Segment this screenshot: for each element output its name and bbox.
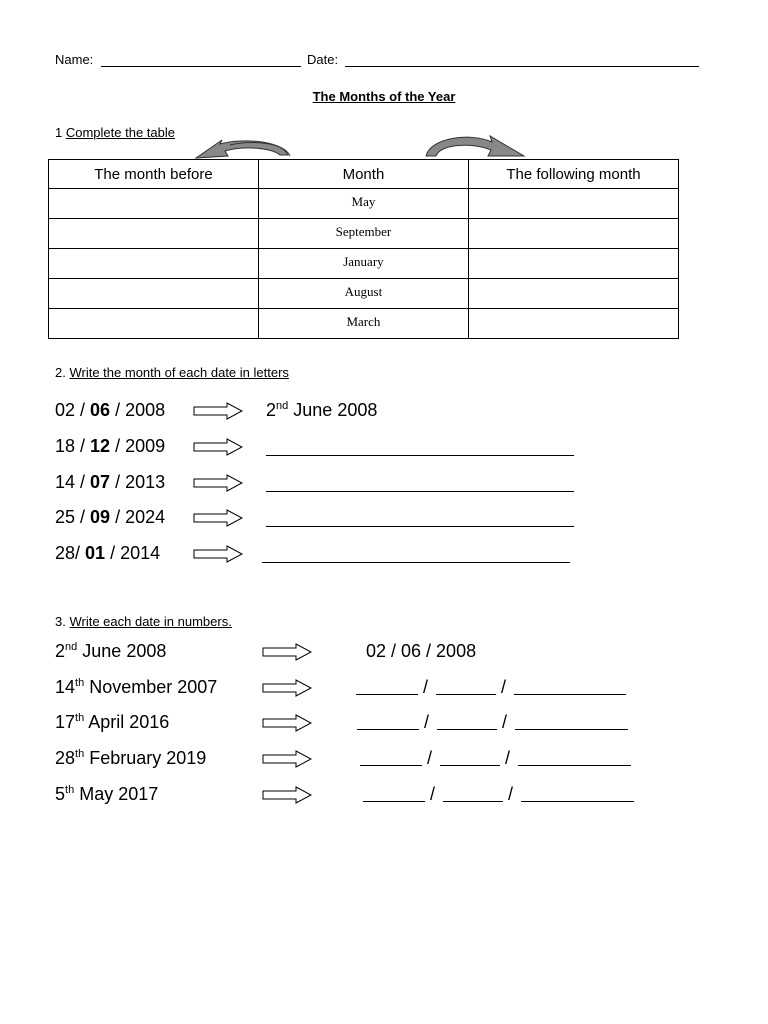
right-arrow-icon	[262, 643, 312, 661]
list-item	[55, 784, 158, 805]
following-month-cell[interactable]	[468, 249, 678, 279]
list-item	[55, 641, 166, 662]
year: 2013	[125, 472, 166, 492]
page-title-text: The Months of the Year	[312, 89, 456, 104]
answer-line[interactable]	[266, 512, 574, 527]
table-row	[49, 249, 679, 279]
table-row	[49, 279, 679, 309]
example-answer: 02 / 06 / 2008	[366, 641, 477, 661]
day: 14	[55, 472, 76, 492]
section3-heading-text: Write each date in numbers.	[69, 614, 232, 629]
year: 2014	[120, 543, 161, 563]
year-answer-line[interactable]	[515, 715, 628, 730]
table-header-row	[49, 160, 679, 189]
right-arrow-icon	[193, 438, 243, 456]
name-field-line[interactable]	[101, 52, 301, 67]
day: 28	[55, 748, 76, 768]
day-suffix: th	[75, 712, 85, 724]
day: 5	[55, 784, 66, 804]
following-month-cell[interactable]	[468, 309, 678, 339]
day: 25	[55, 507, 76, 527]
month-cell: March	[258, 309, 468, 339]
curved-arrow-right-icon	[420, 130, 530, 162]
separator-slash: /	[505, 748, 511, 768]
month-year: February 2019	[89, 748, 207, 768]
month-year: June 2008	[82, 641, 167, 661]
section2-heading	[55, 365, 289, 380]
example-answer	[266, 400, 377, 421]
day-answer-line[interactable]	[360, 751, 422, 766]
year-answer-line[interactable]	[514, 680, 626, 695]
month-before-cell[interactable]	[49, 249, 259, 279]
month-before-cell[interactable]	[49, 219, 259, 249]
month-number: 07	[90, 472, 111, 492]
right-arrow-icon	[193, 545, 243, 563]
section1-number: 1	[55, 125, 63, 140]
month-cell: January	[258, 249, 468, 279]
section3-heading	[55, 614, 232, 629]
month-answer-line[interactable]	[436, 680, 496, 695]
right-arrow-icon	[262, 750, 312, 768]
date-label: Date:	[307, 52, 339, 67]
right-arrow-icon	[193, 509, 243, 527]
header-month-before: The month before	[49, 160, 259, 189]
section1-heading-text: Complete the table	[65, 125, 175, 140]
month-before-cell[interactable]	[49, 279, 259, 309]
year: 2008	[125, 400, 166, 420]
separator-slash: /	[427, 748, 433, 768]
following-month-cell[interactable]	[468, 219, 678, 249]
month-year: May 2017	[79, 784, 159, 804]
section2-heading-text: Write the month of each date in letters	[69, 365, 289, 380]
right-arrow-icon	[193, 474, 243, 492]
year-answer-line[interactable]	[521, 787, 634, 802]
section2-number: 2.	[55, 365, 66, 380]
list-item	[55, 677, 217, 698]
separator-slash: /	[423, 677, 429, 697]
separator-slash: /	[501, 677, 507, 697]
day: 17	[55, 712, 76, 732]
day: 14	[55, 677, 76, 697]
section1-heading	[55, 125, 175, 140]
list-item	[55, 748, 206, 769]
date-field-line[interactable]	[345, 52, 699, 67]
year-answer-line[interactable]	[518, 751, 631, 766]
day-suffix: th	[75, 748, 85, 760]
answer-suffix: nd	[276, 400, 289, 412]
right-arrow-icon	[193, 402, 243, 420]
month-number: 06	[90, 400, 111, 420]
day-suffix: th	[65, 784, 75, 796]
section3-number: 3.	[55, 614, 66, 629]
separator-slash: /	[424, 712, 430, 732]
separator-slash: /	[430, 784, 436, 804]
table-row	[49, 309, 679, 339]
header-row	[55, 52, 705, 70]
answer-line[interactable]	[262, 548, 570, 563]
day: 02	[55, 400, 76, 420]
month-answer-line[interactable]	[440, 751, 500, 766]
list-item: 14 / 07 / 2013	[55, 472, 166, 492]
name-label: Name:	[55, 52, 94, 67]
year: 2009	[125, 436, 166, 456]
month-year: April 2016	[88, 712, 170, 732]
day-suffix: nd	[65, 641, 78, 653]
day: 2	[55, 641, 66, 661]
month-cell: May	[258, 189, 468, 219]
header-month: Month	[258, 160, 468, 189]
following-month-cell[interactable]	[468, 189, 678, 219]
following-month-cell[interactable]	[468, 279, 678, 309]
month-cell: September	[258, 219, 468, 249]
answer-rest: June 2008	[293, 400, 378, 420]
table-row	[49, 189, 679, 219]
separator-slash: /	[508, 784, 514, 804]
list-item	[55, 712, 169, 733]
month-number: 09	[90, 507, 111, 527]
list-item: 18 / 12 / 2009	[55, 436, 166, 456]
right-arrow-icon	[262, 679, 312, 697]
list-item: 02 / 06 / 2008	[55, 400, 166, 420]
header-following-month: The following month	[468, 160, 678, 189]
day-answer-line[interactable]	[356, 680, 418, 695]
list-item: 28/ 01 / 2014	[55, 543, 161, 563]
day-suffix: th	[75, 677, 85, 689]
month-answer-line[interactable]	[437, 715, 497, 730]
year: 2024	[125, 507, 166, 527]
month-year: November 2007	[89, 677, 218, 697]
answer-day: 2	[266, 400, 277, 420]
answer-line[interactable]	[266, 477, 574, 492]
list-item: 25 / 09 / 2024	[55, 507, 166, 527]
month-number: 01	[85, 543, 106, 563]
day: 28	[55, 543, 76, 563]
month-before-cell[interactable]	[49, 189, 259, 219]
right-arrow-icon	[262, 714, 312, 732]
month-number: 12	[90, 436, 111, 456]
day-answer-line[interactable]	[357, 715, 419, 730]
month-before-cell[interactable]	[49, 309, 259, 339]
months-table	[48, 159, 679, 339]
month-answer-line[interactable]	[443, 787, 503, 802]
right-arrow-icon	[262, 786, 312, 804]
page-title	[0, 89, 768, 104]
day-answer-line[interactable]	[363, 787, 425, 802]
month-cell: August	[258, 279, 468, 309]
table-row	[49, 219, 679, 249]
separator-slash: /	[502, 712, 508, 732]
day: 18	[55, 436, 76, 456]
answer-line[interactable]	[266, 441, 574, 456]
